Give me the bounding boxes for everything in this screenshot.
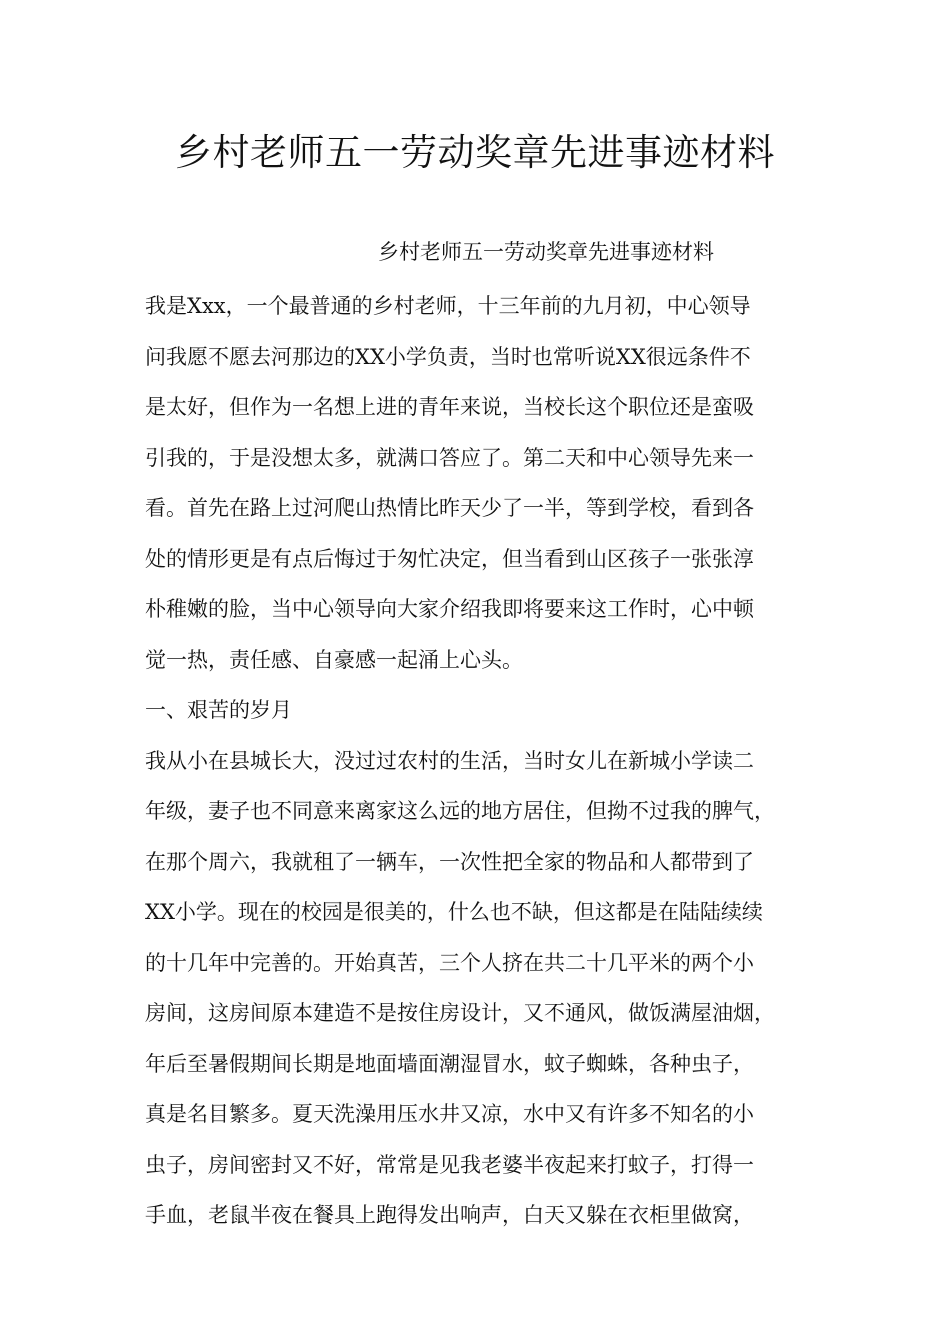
body-line: 处的情形更是有点后悔过于匆忙决定，但当看到山区孩子一张张淳 [145, 546, 754, 571]
body-line: 朴稚嫩的脸，当中心领导向大家介绍我即将要来这工作时，心中顿 [145, 597, 754, 621]
body-line: 虫子，房间密封又不好，常常是见我老婆半夜起来打蚊子，打得一 [145, 1152, 754, 1177]
body-line: 手血，老鼠半夜在餐具上跑得发出响声，白天又躲在衣柜里做窝， [145, 1203, 754, 1227]
body-line: 觉一热，责任感、自豪感一起涌上心头。 [145, 647, 523, 672]
body-line: 真是名目繁多。夏天洗澡用压水井又凉，水中又有许多不知名的小 [145, 1102, 754, 1126]
document-body [145, 281, 825, 1241]
body-line: 年后至暑假期间长期是地面墙面潮湿冒水，蚊子蜘蛛，各种虫子， [145, 1051, 754, 1076]
body-line: 在那个周六，我就租了一辆车，一次性把全家的物品和人都带到了 [145, 849, 754, 874]
body-line: 我从小在县城长大，没过过农村的生活，当时女儿在新城小学读二 [145, 748, 754, 773]
body-line: 年级，妻子也不同意来离家这么远的地方居住，但拗不过我的脾气， [145, 799, 775, 823]
document-subtitle: 乡村老师五一劳动奖章先进事迹材料 [378, 240, 714, 264]
section-heading: 一、艰苦的岁月 [145, 698, 292, 722]
body-line: 的十几年中完善的。开始真苦，三个人挤在共二十几平米的两个小 [145, 950, 754, 975]
body-line: 引我的，于是没想太多，就满口答应了。第二天和中心领导先来一 [145, 445, 754, 470]
body-line: 是太好，但作为一名想上进的青年来说，当校长这个职位还是蛮吸 [145, 395, 754, 419]
body-line: 我是Xxx，一个最普通的乡村老师，十三年前的九月初，中心领导 [145, 294, 751, 318]
body-line: 看。首先在路上过河爬山热情比昨天少了一半，等到学校，看到各 [145, 496, 754, 520]
body-line: XX小学。现在的校园是很美的，什么也不缺，但这都是在陆陆续续 [145, 900, 763, 924]
body-line: 房间，这房间原本建造不是按住房设计，又不通风，做饭满屋油烟， [145, 1001, 775, 1025]
body-line: 问我愿不愿去河那边的XX小学负责，当时也常听说XX很远条件不 [145, 344, 751, 369]
document-title: 乡村老师五一劳动奖章先进事迹材料 [175, 131, 775, 174]
